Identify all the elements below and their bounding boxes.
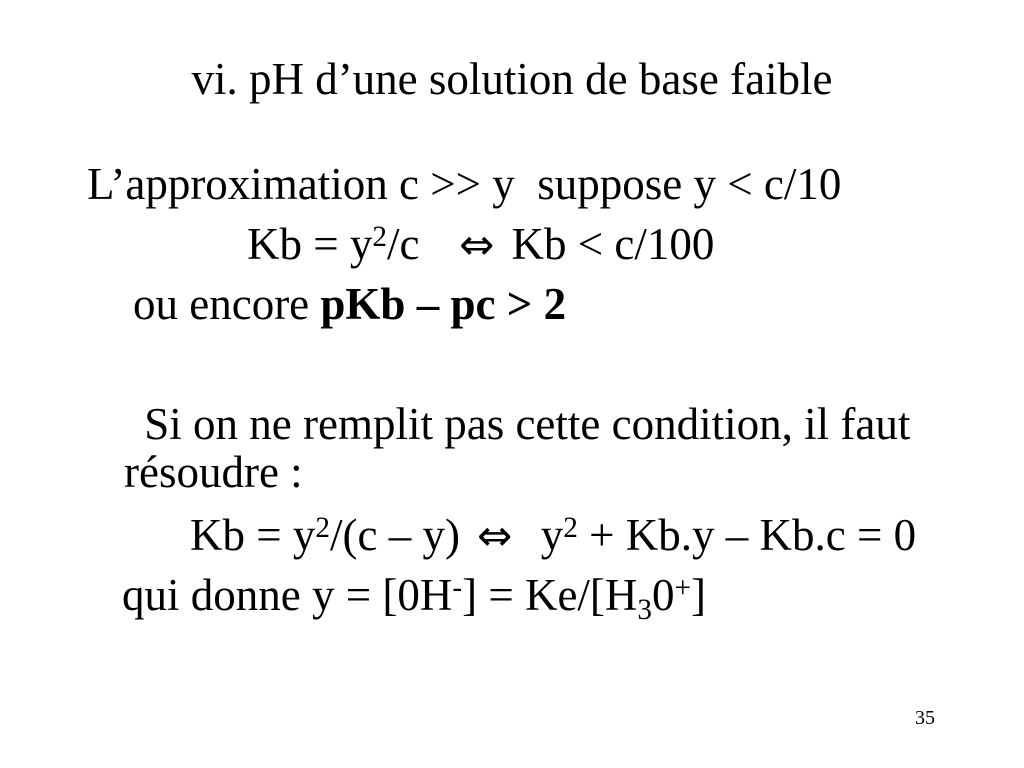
- subscript: 3: [637, 593, 653, 626]
- pkb-condition-line: [133, 279, 567, 329]
- double-arrow-icon: ⇔: [459, 220, 495, 269]
- pkb-intro-text: ou encore: [133, 279, 321, 329]
- superscript: +: [674, 571, 692, 604]
- pkb-condition-bold: pKb – pc > 2: [320, 279, 567, 329]
- equation-text: + Kb.y – Kb.c = 0: [577, 510, 917, 560]
- superscript: 2: [372, 220, 388, 253]
- result-text: qui donne y = [0H: [122, 570, 453, 620]
- kb-equivalence-line: [247, 219, 715, 269]
- superscript: -: [452, 571, 463, 604]
- equation-text: y: [518, 510, 564, 560]
- condition-paragraph-line-2: résoudre :: [124, 447, 303, 497]
- equation-text: Kb = y: [190, 510, 316, 560]
- equation-text: /(c – y): [330, 510, 472, 560]
- kb-formula-text: Kb = y: [247, 219, 373, 269]
- result-line: [122, 570, 707, 626]
- slide-title: vi. pH d’une solution de base faible: [191, 54, 833, 104]
- quadratic-equation-line: [190, 510, 917, 560]
- approximation-line: L’approximation c >> y suppose y < c/10: [87, 159, 842, 209]
- superscript: 2: [315, 511, 331, 544]
- result-text: ]: [691, 570, 707, 620]
- condition-paragraph-line-1: Si on ne remplit pas cette condition, il faut: [133, 399, 911, 449]
- page-number: 35: [915, 707, 935, 729]
- result-text: 0: [652, 570, 675, 620]
- result-text: ] = Ke/[H: [462, 570, 638, 620]
- kb-formula-text: /c: [387, 219, 454, 269]
- superscript: 2: [563, 511, 578, 544]
- double-arrow-icon: ⇔: [477, 511, 513, 560]
- kb-condition-text: Kb < c/100: [500, 219, 715, 269]
